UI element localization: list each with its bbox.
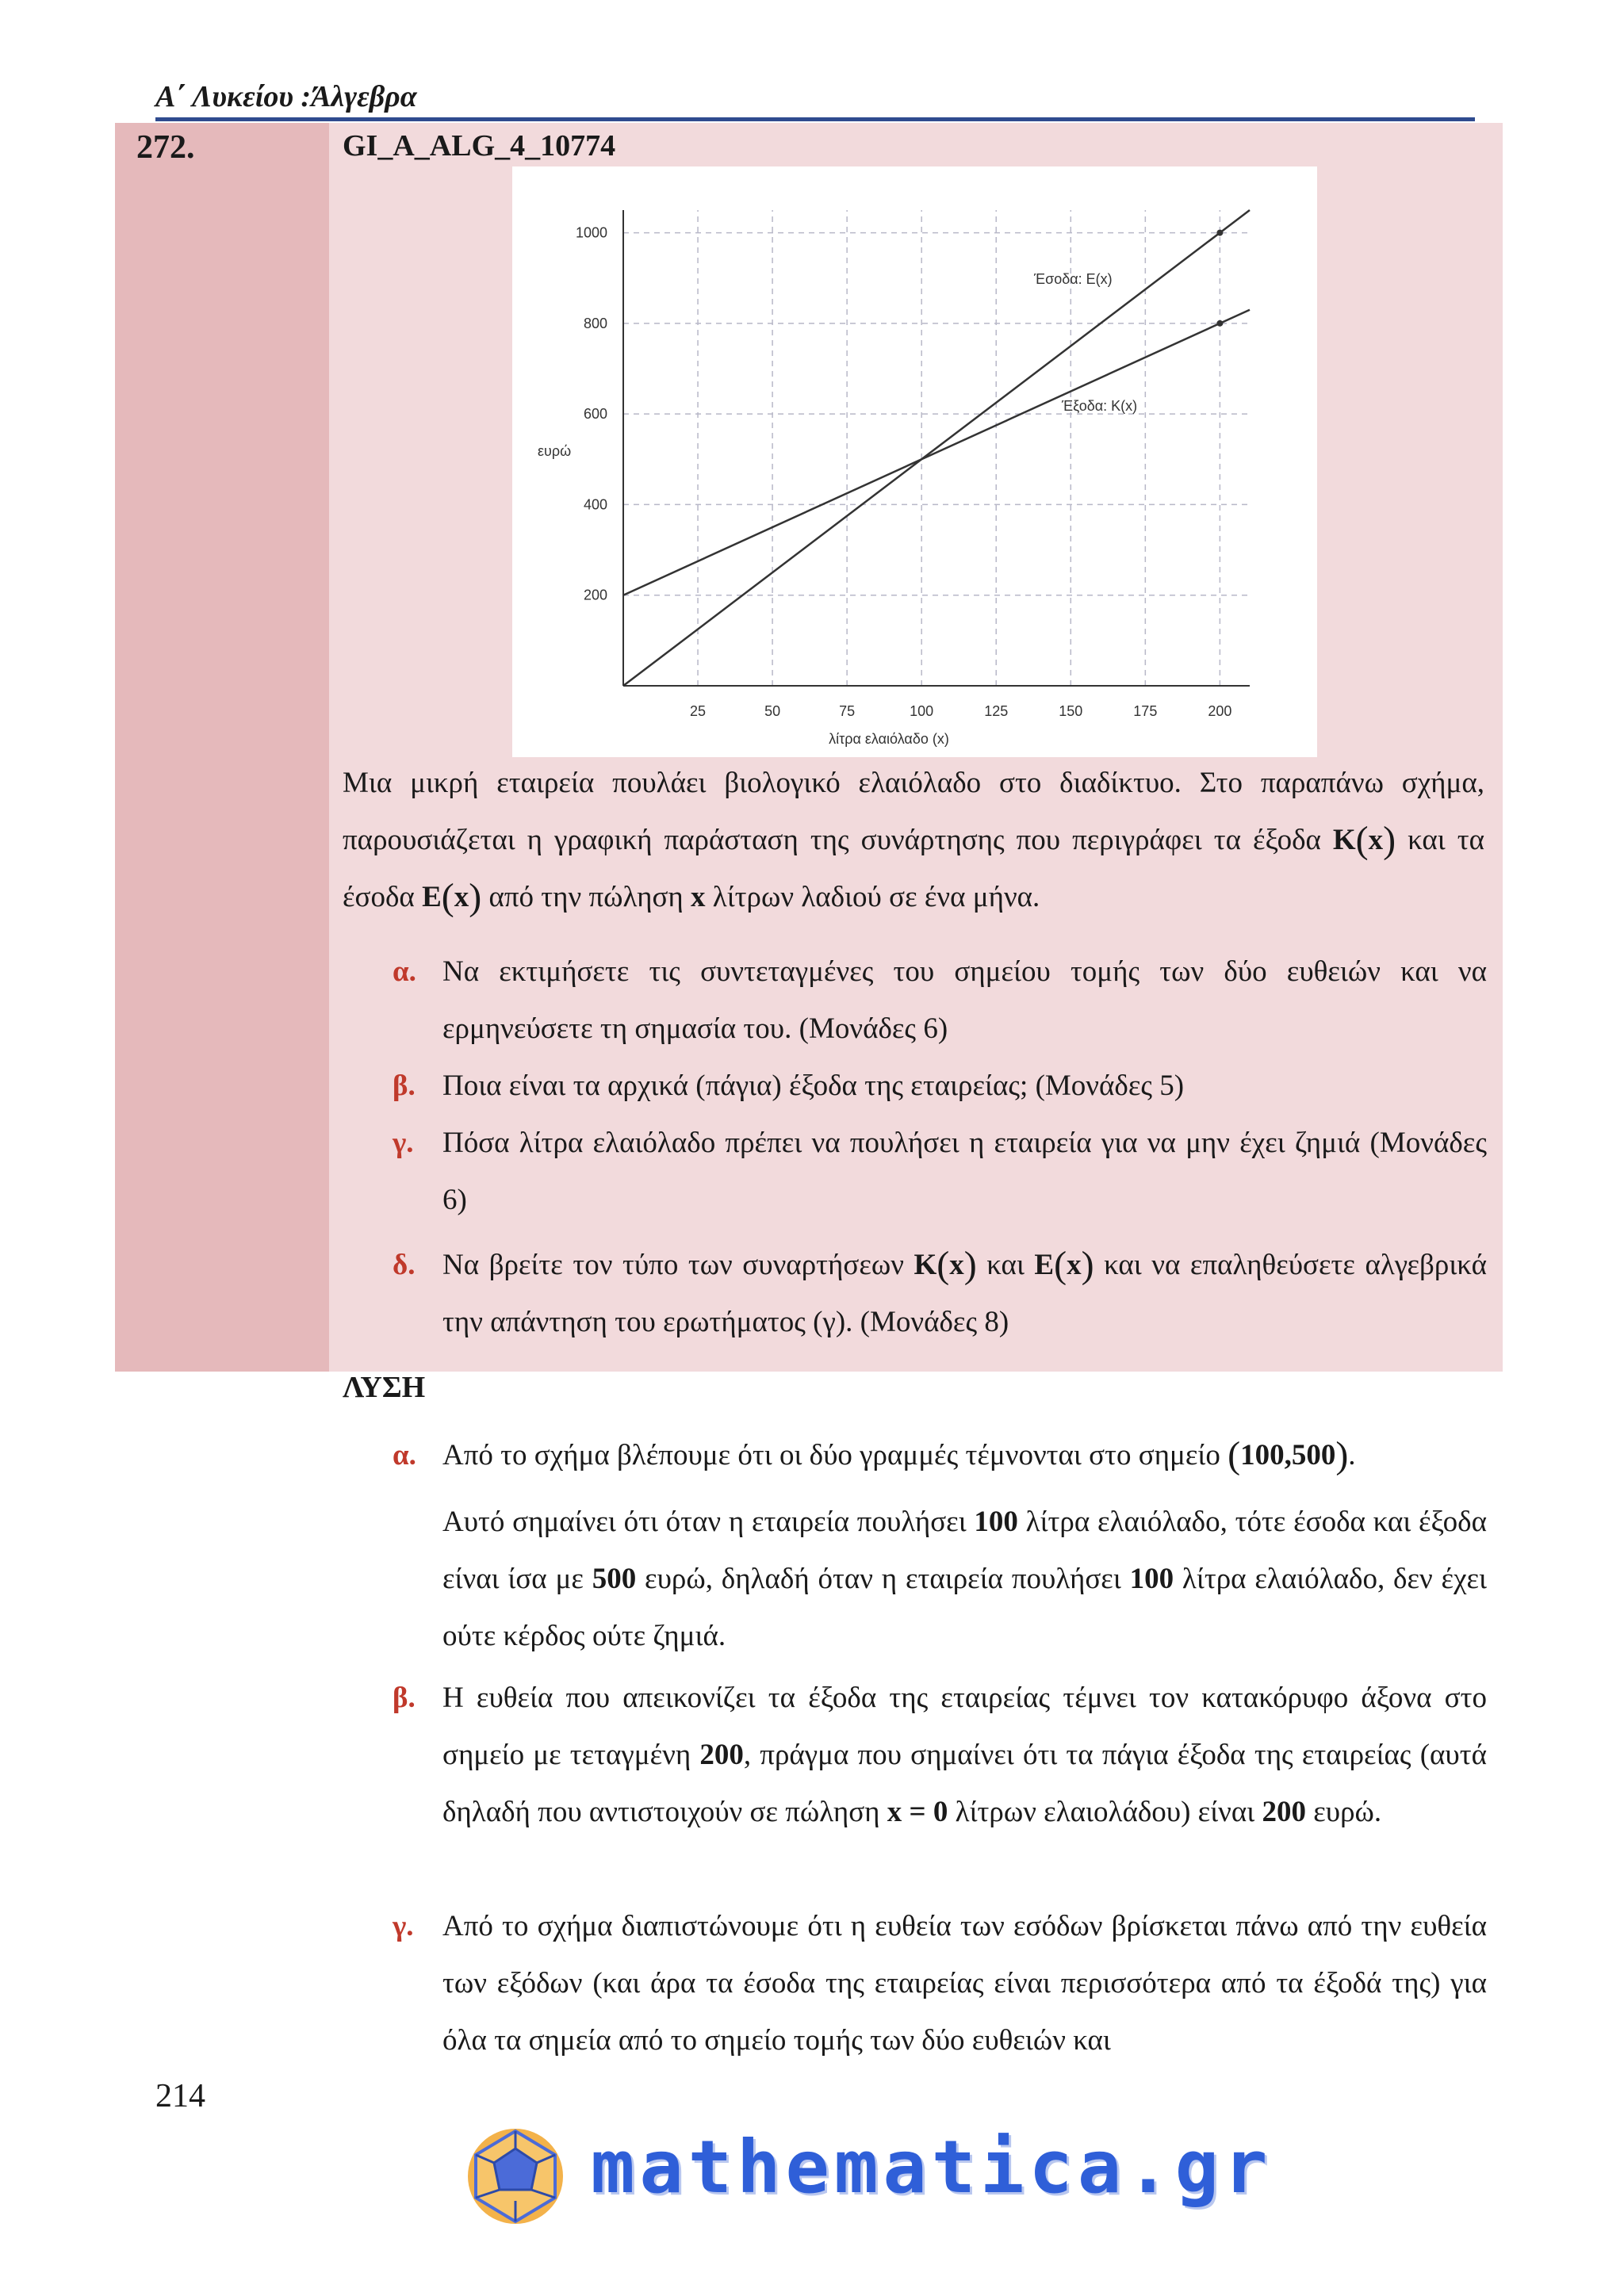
solution-text: Η ευθεία που απεικονίζει τα έξοδα της εταιρείας τέμνει τον κατακόρυφο άξονα στο σημείο με τεταγμένη 200, πράγμα που σημαίνει ότι τα πάγια έξοδα της εταιρείας (αυτά δηλαδή που αντιστοιχούν σε πώληση x = 0 λίτρων ελαιολάδου) είναι 200 ευρώ. [442, 1682, 1487, 1828]
statement-text-2: και τα έσοδα [343, 824, 1484, 913]
statement-text-1: Μια μικρή εταιρεία πουλάει βιολογικό ελαιόλαδο στο διαδίκτυο. Στο παραπάνω σχήμα, παρουσιάζεται η γραφική παράσταση της συνάρτησης που περιγράφει τα έξοδα [343, 767, 1484, 856]
x-tick-label: 100 [910, 703, 934, 719]
x-axis-label: λίτρα ελαιόλαδο (x) [829, 731, 949, 747]
x-tick-label: 50 [764, 703, 781, 719]
variable-x: x [691, 881, 706, 913]
legend-cost: Έξοδα: K(x) [1062, 398, 1138, 414]
cost-line [623, 310, 1250, 595]
revenue-line [623, 210, 1250, 686]
solution-heading: ΛΥΣΗ [343, 1371, 426, 1404]
x-tick-label: 200 [1208, 703, 1232, 719]
statement-text-4: λίτρων λαδιού σε ένα μήνα. [705, 881, 1040, 913]
x-tick-label: 175 [1133, 703, 1158, 719]
question-c [393, 1115, 1487, 1229]
cost-function-symbol: K(x) [1332, 819, 1396, 861]
revenue-function-symbol: E(x) [422, 876, 482, 918]
y-tick-label: 1000 [575, 224, 607, 241]
y-tick-label: 600 [583, 406, 607, 423]
document-header-title: Α΄ Λυκείου :Άλγεβρα [155, 80, 417, 113]
question-b [393, 1058, 1487, 1115]
revenue-cost-chart [512, 166, 1317, 757]
solution-a [393, 1427, 1487, 1665]
x-tick-label: 25 [690, 703, 707, 719]
question-label: β. [393, 1070, 416, 1102]
x-tick-label: 150 [1059, 703, 1083, 719]
logo-text: mathematica.gr [591, 2125, 1273, 2210]
chart-series [623, 210, 1250, 686]
solution-label: γ. [393, 1910, 414, 1942]
solution-label: β. [393, 1682, 416, 1714]
problem-number: 272. [136, 129, 195, 166]
data-point-marker [1216, 320, 1223, 327]
question-label: α. [393, 955, 416, 988]
solution-text: Αυτό σημαίνει ότι όταν η εταιρεία πουλήσει 100 λίτρα ελαιόλαδο, τότε έσοδα και έξοδα είναι ίσα με 500 ευρώ, δηλαδή όταν η εταιρεία πουλήσει 100 λίτρα ελαιόλαδο, δεν έχει ούτε κέρδος ούτε ζημιά. [442, 1506, 1488, 1652]
question-text: Να βρείτε τον τύπο των συναρτήσεων K(x) και E(x) και να επαληθεύσετε αλγεβρικά την απάντηση του ερωτήματος (γ). (Μονάδες 8) [442, 1244, 1487, 1338]
question-text: Να εκτιμήσετε τις συντεταγμένες του σημείου τομής των δύο ευθειών και να ερμηνεύσετε τη σημασία του. (Μονάδες 6) [442, 955, 1487, 1045]
x-tick-label: 75 [839, 703, 856, 719]
y-tick-label: 400 [583, 496, 607, 513]
y-tick-label: 200 [583, 587, 607, 603]
question-text: Ποια είναι τα αρχικά (πάγια) έξοδα της εταιρείας; (Μονάδες 5) [442, 1070, 1185, 1102]
problem-code: GI_A_ALG_4_10774 [343, 129, 616, 163]
question-label: δ. [393, 1249, 416, 1281]
question-text: Πόσα λίτρα ελαιόλαδο πρέπει να πουλήσει η εταιρεία για να μην έχει ζημιά (Μονάδες 6) [442, 1127, 1487, 1216]
data-point-marker [1216, 230, 1223, 236]
y-axis-label: ευρώ [538, 443, 572, 459]
y-tick-label: 800 [583, 315, 607, 331]
revenue-function-symbol: E(x) [1034, 1244, 1094, 1286]
problem-statement [343, 755, 1484, 926]
x-tick-label: 125 [984, 703, 1009, 719]
solution-b [393, 1670, 1487, 1841]
question-label: γ. [393, 1127, 414, 1159]
solution-label: α. [393, 1439, 416, 1471]
solution-c [393, 1898, 1487, 2069]
intersection-point: 100,500 [1240, 1439, 1336, 1471]
question-a [393, 943, 1487, 1058]
page-number: 214 [155, 2078, 205, 2114]
legend-revenue: Έσοδα: E(x) [1034, 271, 1113, 287]
question-d [393, 1237, 1487, 1351]
statement-text-3: από την πώληση [481, 881, 691, 913]
solution-text: Από το σχήμα διαπιστώνουμε ότι η ευθεία των εσόδων βρίσκεται πάνω από την ευθεία των εξόδων (και άρα τα έσοδα της εταιρείας είναι περισσότερα από τα έξοδά της) για όλα τα σημεία από το σημείο τομής των δύο ευθειών και [442, 1910, 1487, 2057]
cost-function-symbol: K(x) [914, 1244, 977, 1286]
solution-text: Από το σχήμα βλέπουμε ότι οι δύο γραμμές τέμνονται στο σημείο (100,500). [442, 1434, 1356, 1476]
problem-number-column [115, 123, 329, 1372]
chart-panel [512, 166, 1317, 757]
site-logo [464, 2125, 1273, 2228]
header-divider [155, 117, 1475, 121]
polyhedron-logo-icon [464, 2125, 567, 2228]
